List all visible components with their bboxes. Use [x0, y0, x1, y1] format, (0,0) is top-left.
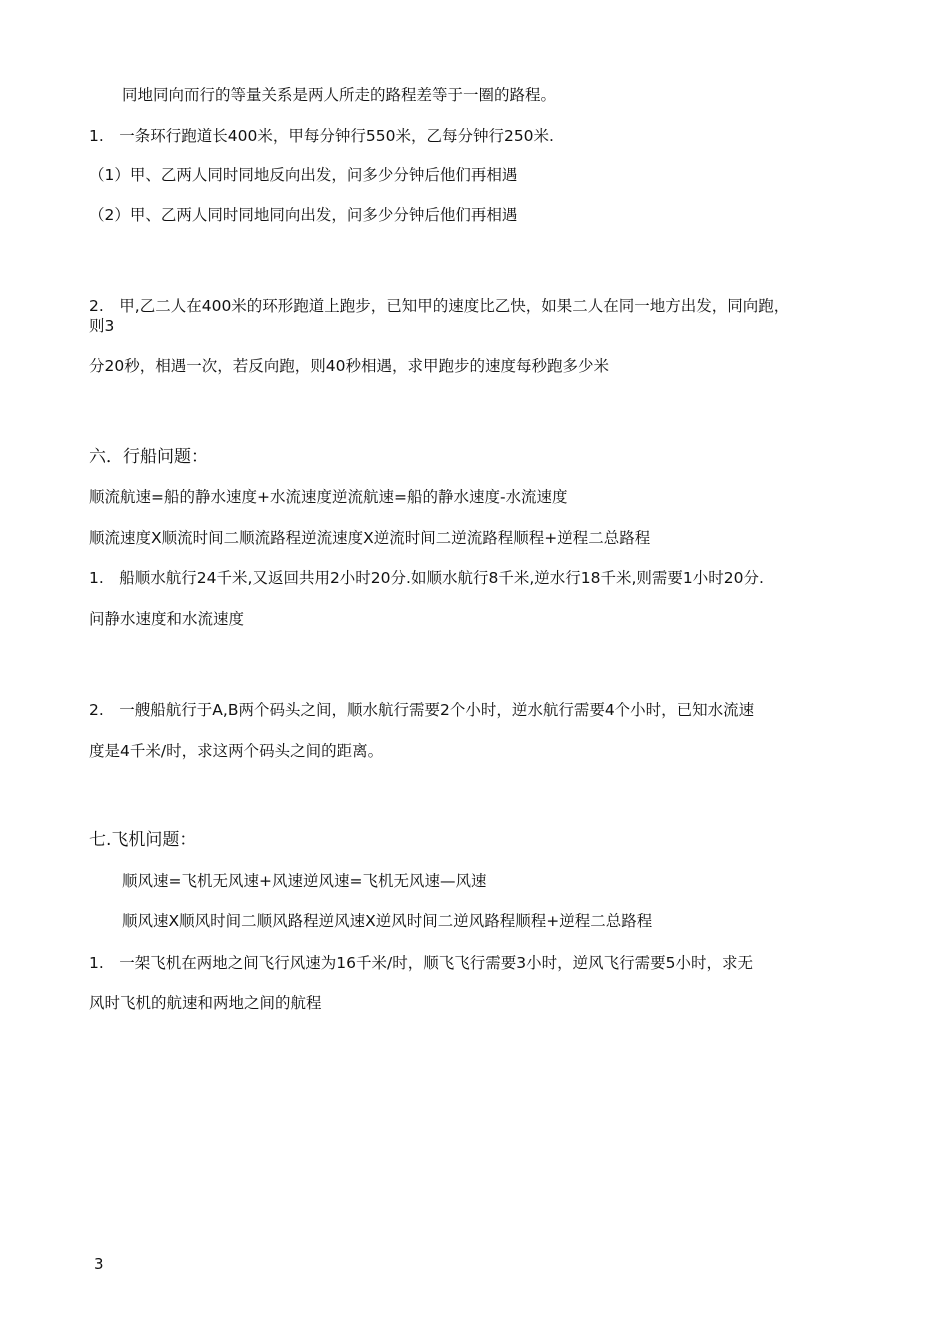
intro-relation-text: 同地同向而行的等量关系是两人所走的路程差等于一圈的路程。: [122, 86, 557, 104]
section-7-formula-2: 顺风速X顺风时间二顺风路程逆风速X逆风时间二逆风路程顺程+逆程二总路程: [122, 912, 653, 930]
track-problem-1-question-1: （1）甲、乙两人同时同地反向出发，问多少分钟后他们再相遇: [89, 166, 518, 184]
section-6-formula-1: 顺流航速=船的静水速度+水流速度逆流航速=船的静水速度-水流速度: [89, 488, 568, 506]
section-7-problem-1-line-2: 风时飞机的航速和两地之间的航程: [89, 994, 322, 1012]
track-problem-2-line-3: 分20秒，相遇一次，若反向跑，则40秒相遇，求甲跑步的速度每秒跑多少米: [89, 357, 609, 375]
track-problem-2-line-2: 则3: [89, 317, 115, 335]
section-6-title: 六．行船问题：: [89, 447, 208, 467]
section-6-formula-2: 顺流速度X顺流时间二顺流路程逆流速度X逆流时间二逆流路程顺程+逆程二总路程: [89, 529, 651, 547]
section-7-problem-1-line-1: 1. 一架飞机在两地之间飞行风速为16千米/时，顺飞飞行需要3小时，逆风飞行需要5小时，求无: [89, 954, 753, 972]
section-6-problem-2-line-2: 度是4千米/时，求这两个码头之间的距离。: [89, 742, 384, 760]
section-7-title: 七.飞机问题：: [89, 830, 197, 850]
track-problem-1-stem: 1. 一条环行跑道长400米，甲每分钟行550米，乙每分钟行250米.: [89, 127, 554, 145]
section-6-problem-1-line-1: 1. 船顺水航行24千米,又返回共用2小时20分.如顺水航行8千米,逆水行18千米,则需要1小时20分.: [89, 569, 764, 587]
section-7-formula-1: 顺风速=飞机无风速+风速逆风速=飞机无风速—风速: [122, 872, 487, 890]
track-problem-1-question-2: （2）甲、乙两人同时同地同向出发，问多少分钟后他们再相遇: [89, 206, 518, 224]
section-6-problem-2-line-1: 2. 一艘船航行于A,B两个码头之间，顺水航行需要2个小时，逆水航行需要4个小时，已知水流速: [89, 701, 755, 719]
page-number: 3: [94, 1255, 104, 1273]
track-problem-2-line-1: 2. 甲,乙二人在400米的环形跑道上跑步，已知甲的速度比乙快，如果二人在同一地方出发，同向跑，: [89, 297, 790, 315]
section-6-problem-1-line-2: 问静水速度和水流速度: [89, 610, 245, 628]
